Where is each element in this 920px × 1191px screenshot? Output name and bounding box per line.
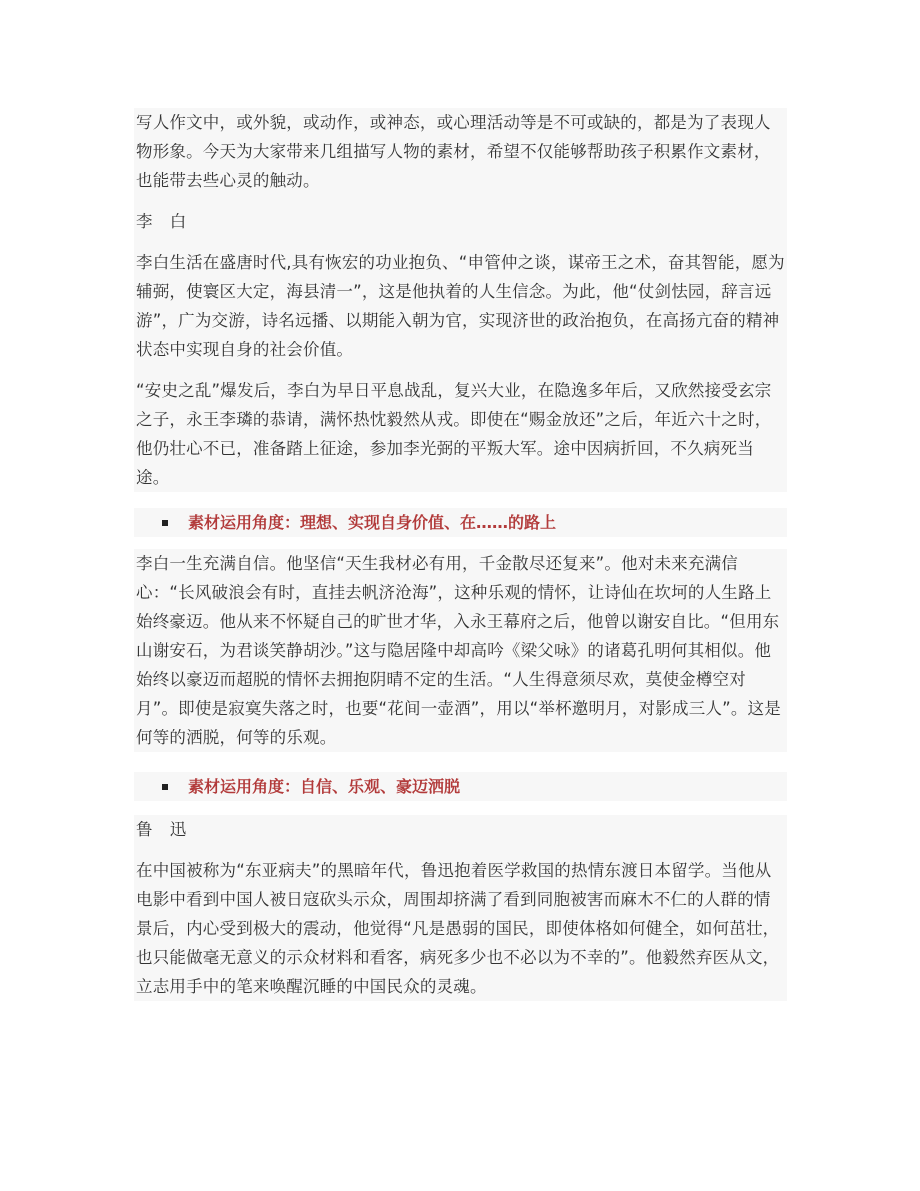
intro-paragraph: 写人作文中，或外貌，或动作，或神态，或心理活动等是不可或缺的，都是为了表现人物形象。今天为大家带来几组描写人物的素材，希望不仅能够帮助孩子积累作文素材，也能带去些心灵的触动。 <box>134 108 787 195</box>
spacer <box>134 236 787 248</box>
li-bai-paragraph-1: 李白生活在盛唐时代,具有恢宏的功业抱负、“申管仲之谈，谋帝王之术，奋其智能，愿为辅弼，使寰区大定，海县清一”，这是他执着的人生信念。为此，他“仗剑怯园，辞言远游”，广为交游，诗名远播、以期能入朝为官，实现济世的政治抱负，在高扬亢奋的精神状态中实现自身的社会价值。 <box>134 248 787 364</box>
section-heading-li-bai: 李 白 <box>134 207 787 236</box>
material-angle-1-text: 素材运用角度：理想、实现自身价值、在……的路上 <box>188 513 557 532</box>
square-bullet-icon <box>162 784 168 790</box>
spacer <box>134 364 787 376</box>
spacer <box>134 537 787 549</box>
spacer <box>134 752 787 772</box>
square-bullet-icon <box>162 520 168 526</box>
li-bai-paragraph-3: 李白一生充满自信。他坚信“天生我材必有用，千金散尽还复来”。他对未来充满信心：“长风破浪会有时，直挂去帆济沧海”，这种乐观的情怀，让诗仙在坎坷的人生路上始终豪迈。他从来不怀疑自己的旷世才华，入永王幕府之后，他曾以谢安自比。“但用东山谢安石，为君谈笑静胡沙。”这与隐居隆中却高吟《梁父咏》的诸葛孔明何其相似。他始终以豪迈而超脱的情怀去拥抱阴晴不定的生活。“人生得意须尽欢，莫使金樽空对月”。即使是寂寞失落之时，也要“花间一壶酒”，用以“举杯邀明月，对影成三人”。这是何等的洒脱，何等的乐观。 <box>134 549 787 752</box>
li-bai-paragraph-2: “安史之乱”爆发后，李白为早日平息战乱，复兴大业，在隐逸多年后，又欣然接受玄宗之子，永王李璘的恭请，满怀热忱毅然从戎。即使在“赐金放还”之后，年近六十之时，他仍壮心不已，准备踏上征途，参加李光弼的平叛大军。途中因病折回，不久病死当途。 <box>134 376 787 492</box>
material-angle-1 <box>134 508 787 537</box>
spacer <box>134 844 787 856</box>
material-angle-2-text: 素材运用角度：自信、乐观、豪迈洒脱 <box>188 777 461 796</box>
lu-xun-paragraph-1: 在中国被称为“东亚病夫”的黑暗年代，鲁迅抱着医学救国的热情东渡日本留学。当他从电影中看到中国人被日寇砍头示众，周围却挤满了看到同胞被害而麻木不仁的人群的情景后，内心受到极大的震动，他觉得“凡是愚弱的国民，即使体格如何健全，如何茁壮，也只能做毫无意义的示众材料和看客，病死多少也不必以为不幸的”。他毅然弃医从文，立志用手中的笔来唤醒沉睡的中国民众的灵魂。 <box>134 856 787 1001</box>
material-angle-2 <box>134 772 787 801</box>
spacer <box>134 195 787 207</box>
article <box>134 108 787 1001</box>
spacer <box>134 492 787 508</box>
section-heading-lu-xun: 鲁 迅 <box>134 815 787 844</box>
spacer <box>134 801 787 815</box>
